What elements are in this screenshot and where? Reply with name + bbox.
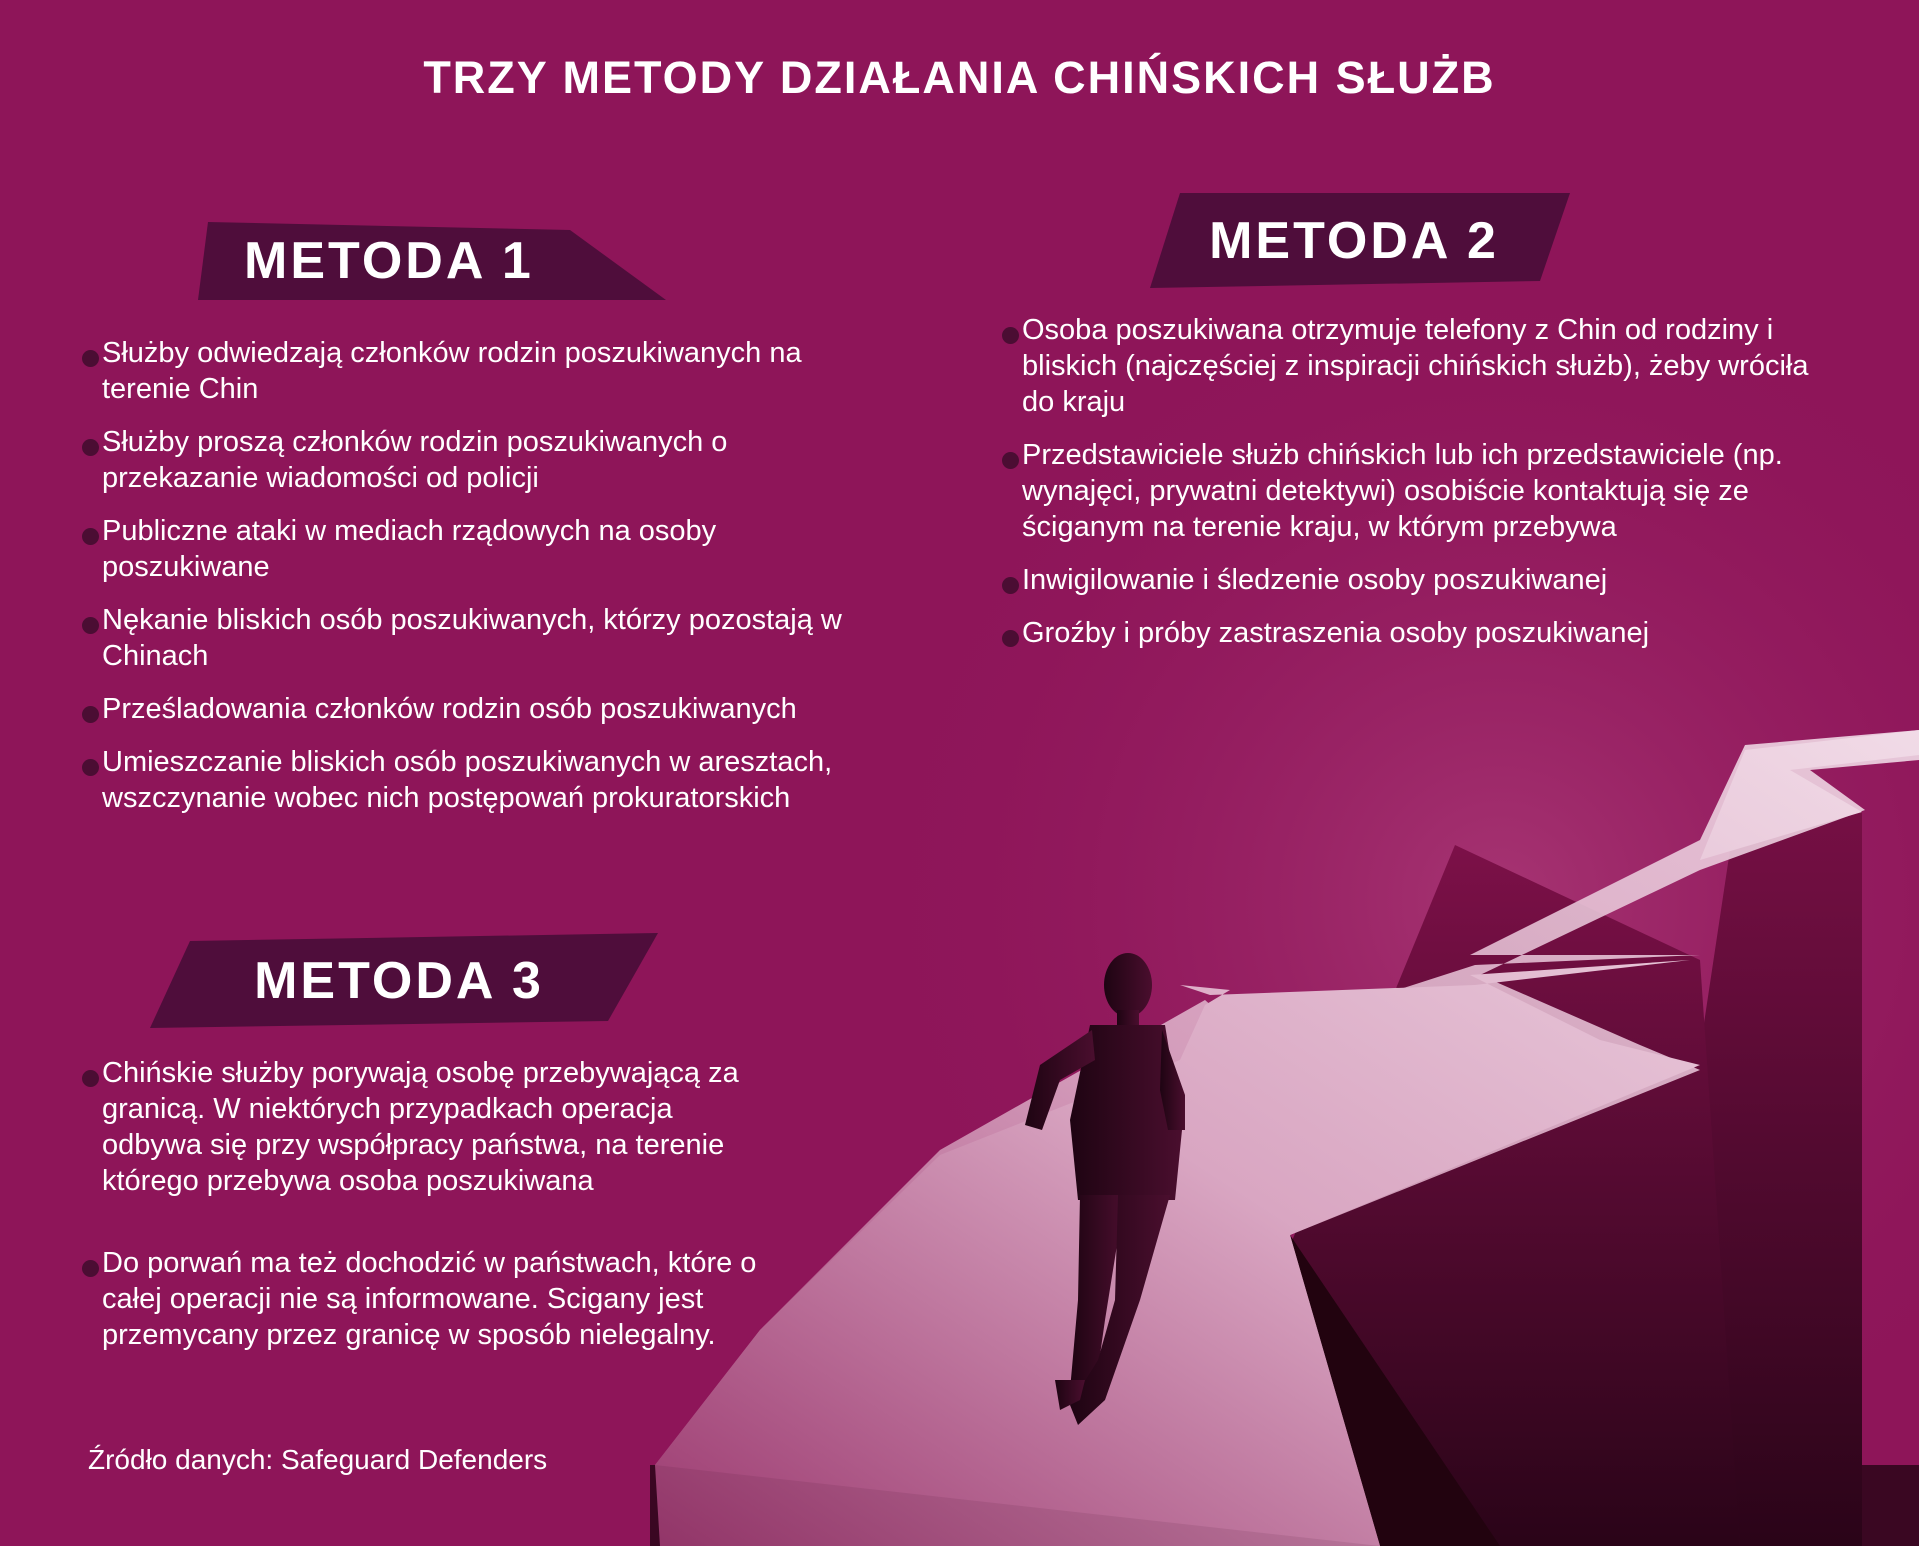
list-item: [82, 424, 882, 496]
bullet-icon: [1002, 630, 1019, 647]
bullet-icon: [1002, 327, 1019, 344]
list-item-text: Publiczne ataki w mediach rządowych na osoby poszukiwane: [102, 515, 717, 583]
list-item: [1002, 312, 1822, 420]
bullet-icon: [82, 528, 99, 545]
list-item-text: Służby proszą członków rodzin poszukiwanych o przekazanie wiadomości od policji: [102, 426, 728, 494]
bullet-icon: [82, 617, 99, 634]
method-2-label: METODA 2: [1209, 211, 1499, 270]
method-2-badge: [1150, 193, 1570, 288]
method-2-list: [1002, 312, 1822, 668]
list-item: [82, 335, 882, 407]
bullet-icon: [1002, 577, 1019, 594]
list-item: [82, 513, 882, 585]
method-3-badge: [150, 933, 658, 1028]
method-3-list: [82, 1055, 762, 1399]
list-item-text: Inwigilowanie i śledzenie osoby poszukiwanej: [1022, 564, 1608, 596]
list-item: [1002, 562, 1822, 598]
list-item: [1002, 615, 1822, 651]
method-3-label: METODA 3: [254, 951, 544, 1010]
bullet-icon: [82, 759, 99, 776]
list-item: [82, 1245, 762, 1353]
bullet-icon: [82, 350, 99, 367]
method-1-badge: [198, 222, 666, 300]
method-1-list: [82, 335, 882, 833]
list-item-text: Chińskie służby porywają osobę przebywającą za granicą. W niektórych przypadkach operacja odbywa się przy współpracy państwa, na terenie którego przebywa osoba poszukiwana: [102, 1057, 739, 1197]
bullet-icon: [82, 1070, 99, 1087]
list-item: [82, 1055, 762, 1199]
data-source: Źródło danych: Safeguard Defenders: [88, 1444, 548, 1475]
list-item-text: Umieszczanie bliskich osób poszukiwanych w aresztach, wszczynanie wobec nich postępowań prokuratorskich: [102, 746, 833, 814]
list-item: [1002, 437, 1822, 545]
bullet-icon: [82, 439, 99, 456]
list-item-text: Groźby i próby zastraszenia osoby poszukiwanej: [1022, 617, 1650, 649]
list-item-text: Osoba poszukiwana otrzymuje telefony z Chin od rodziny i bliskich (najczęściej z inspiracji chińskich służb), żeby wróciła do kraju: [1022, 314, 1809, 418]
list-item: [82, 691, 882, 727]
list-item-text: Przedstawiciele służb chińskich lub ich przedstawiciele (np. wynajęci, prywatni detektywi) osobiście kontaktują się ze ściganym na terenie kraju, w którym przebywa: [1022, 439, 1783, 543]
bullet-icon: [82, 706, 99, 723]
list-item-text: Prześladowania członków rodzin osób poszukiwanych: [102, 693, 797, 725]
list-item-text: Nękanie bliskich osób poszukiwanych, którzy pozostają w Chinach: [102, 604, 842, 672]
page-title: TRZY METODY DZIAŁANIA CHIŃSKICH SŁUŻB: [423, 52, 1496, 103]
bullet-icon: [1002, 452, 1019, 469]
list-item: [82, 602, 882, 674]
method-1-label: METODA 1: [244, 232, 534, 290]
list-item: [82, 744, 882, 816]
list-item-text: Do porwań ma też dochodzić w państwach, które o całej operacji nie są informowane. Scigany jest przemycany przez granicę w sposób nielegalny.: [102, 1247, 757, 1351]
list-item-text: Służby odwiedzają członków rodzin poszukiwanych na terenie Chin: [102, 337, 802, 405]
bullet-icon: [82, 1260, 99, 1277]
